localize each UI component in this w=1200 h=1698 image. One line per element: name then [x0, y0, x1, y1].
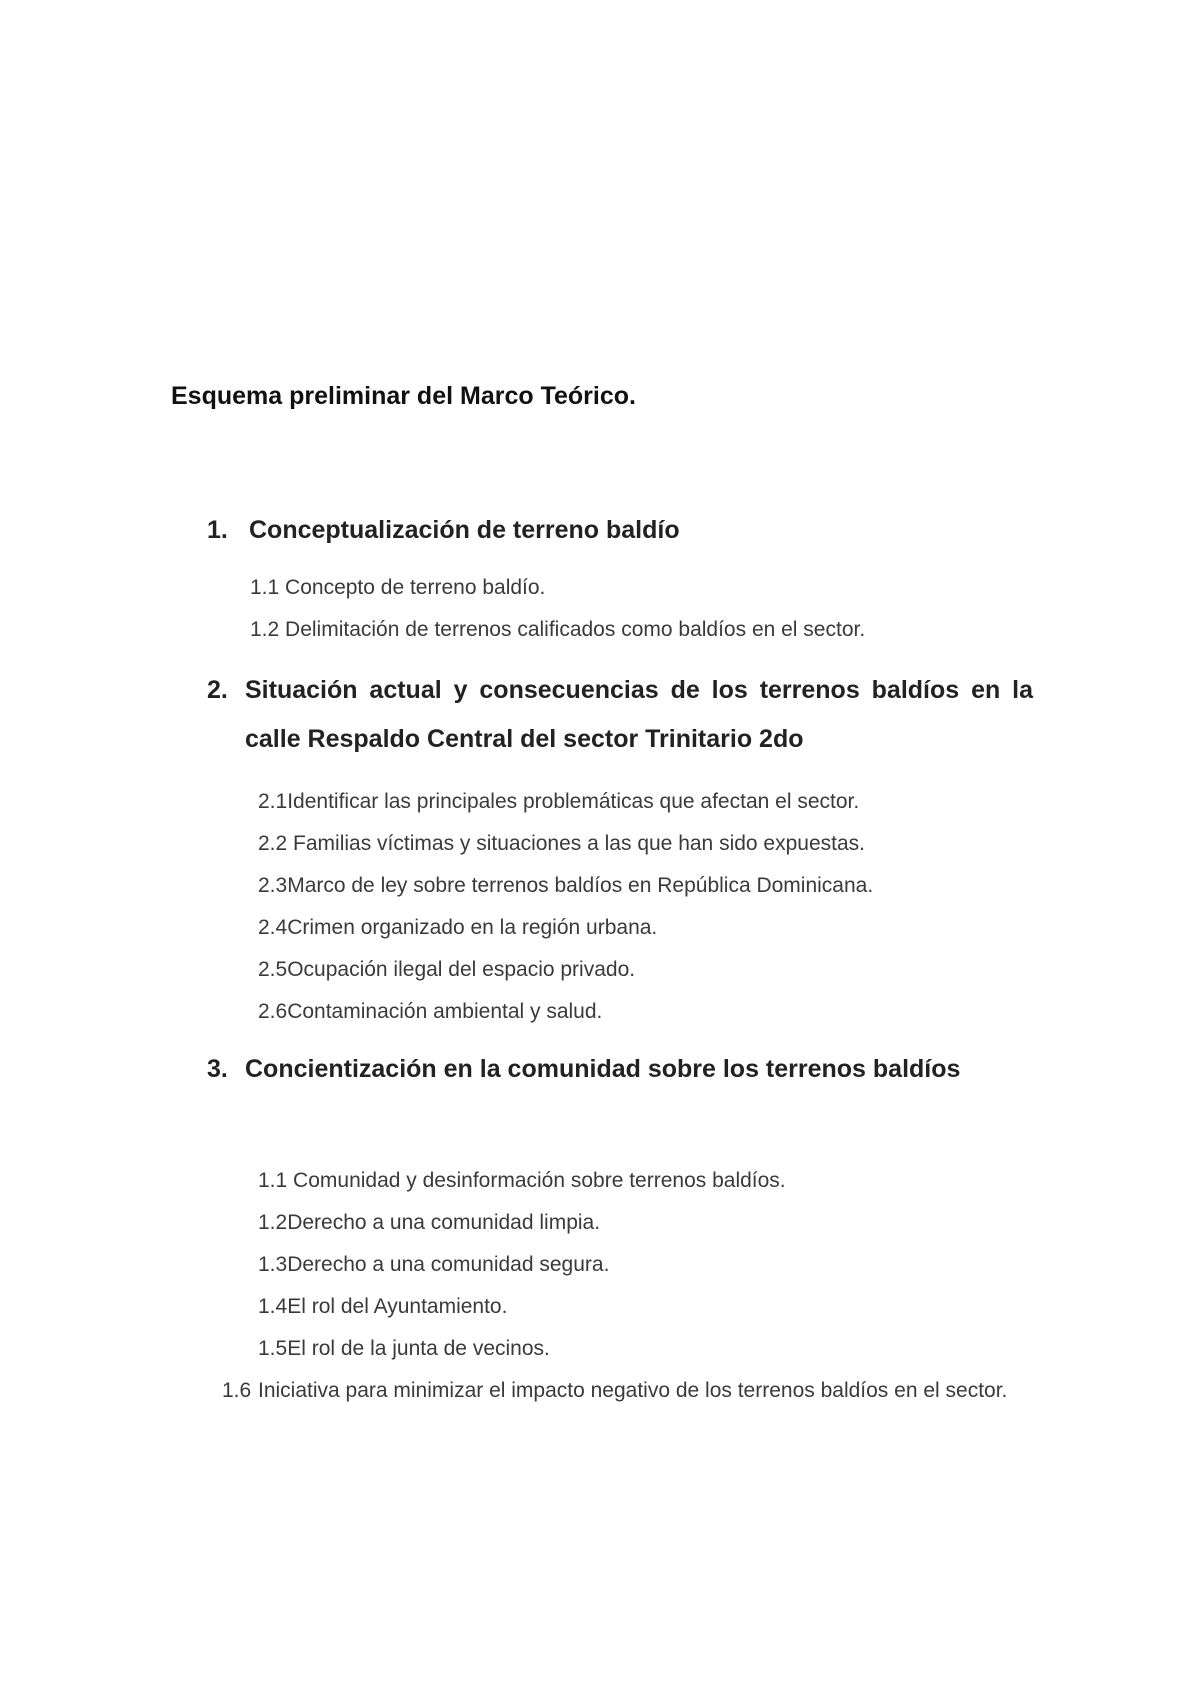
document-title: Esquema preliminar del Marco Teórico. — [171, 382, 636, 410]
item-number: 2.5 — [258, 958, 288, 981]
list-item — [258, 781, 859, 823]
item-text: Concepto de terreno baldío. — [285, 576, 546, 599]
item-text: Identificar las principales problemáticas que afectan el sector. — [287, 790, 860, 813]
item-text: Derecho a una comunidad segura. — [287, 1253, 610, 1276]
list-item — [258, 907, 657, 949]
list-item — [258, 991, 602, 1033]
item-number: 2.2 — [258, 832, 288, 855]
item-text: El rol de la junta de vecinos. — [287, 1337, 550, 1360]
list-item — [258, 1160, 786, 1202]
item-number: 1.2 — [250, 618, 280, 641]
list-item — [258, 823, 865, 865]
item-number: 2.3 — [258, 874, 288, 897]
list-item — [258, 1328, 550, 1370]
item-text: Familias víctimas y situaciones a las que han sido expuestas. — [293, 832, 865, 855]
list-item — [250, 609, 865, 651]
section-number: 1. — [207, 516, 228, 544]
item-number: 2.4 — [258, 916, 288, 939]
list-item: 1.6 Iniciativa para minimizar el impacto negativo de los terrenos baldíos en el sector. — [222, 1379, 1008, 1402]
item-text: Comunidad y desinformación sobre terrenos baldíos. — [293, 1169, 786, 1192]
list-item — [258, 949, 635, 991]
item-text: Contaminación ambiental y salud. — [287, 1000, 603, 1023]
section-heading-text: Conceptualización de terreno baldío — [249, 516, 680, 544]
section-number: 3. — [207, 1055, 228, 1083]
section-heading-1 — [207, 506, 1033, 555]
list-item — [250, 567, 545, 609]
item-number: 1.4 — [258, 1295, 288, 1318]
item-number: 1.1 — [250, 576, 280, 599]
section-heading-3 — [207, 1045, 1033, 1094]
item-text: Crimen organizado en la región urbana. — [287, 916, 658, 939]
list-item — [258, 1244, 609, 1286]
item-text: Marco de ley sobre terrenos baldíos en República Dominicana. — [287, 874, 874, 897]
section-heading-2 — [207, 666, 1033, 764]
item-text: Derecho a una comunidad limpia. — [287, 1211, 601, 1234]
item-number: 1.3 — [258, 1253, 288, 1276]
item-number: 2.6 — [258, 1000, 288, 1023]
list-item — [258, 865, 873, 907]
section-heading-text: Concientización en la comunidad sobre los terrenos baldíos — [245, 1055, 961, 1083]
item-text: Iniciativa para minimizar el impacto negativo de los terrenos baldíos en el sector. — [258, 1379, 1008, 1402]
item-number: 1.2 — [258, 1211, 288, 1234]
item-text: El rol del Ayuntamiento. — [287, 1295, 508, 1318]
section-number: 2. — [207, 676, 228, 704]
item-number: 2.1 — [258, 790, 288, 813]
item-number: 1.1 — [258, 1169, 288, 1192]
item-text: Delimitación de terrenos calificados como baldíos en el sector. — [285, 618, 866, 641]
item-number: 1.5 — [258, 1337, 288, 1360]
item-text: Ocupación ilegal del espacio privado. — [287, 958, 636, 981]
list-item — [258, 1286, 507, 1328]
list-item — [258, 1202, 600, 1244]
section-heading-text: Situación actual y consecuencias de los terrenos baldíos en la calle Respaldo Central del sector Trinitario 2do — [245, 676, 1033, 753]
